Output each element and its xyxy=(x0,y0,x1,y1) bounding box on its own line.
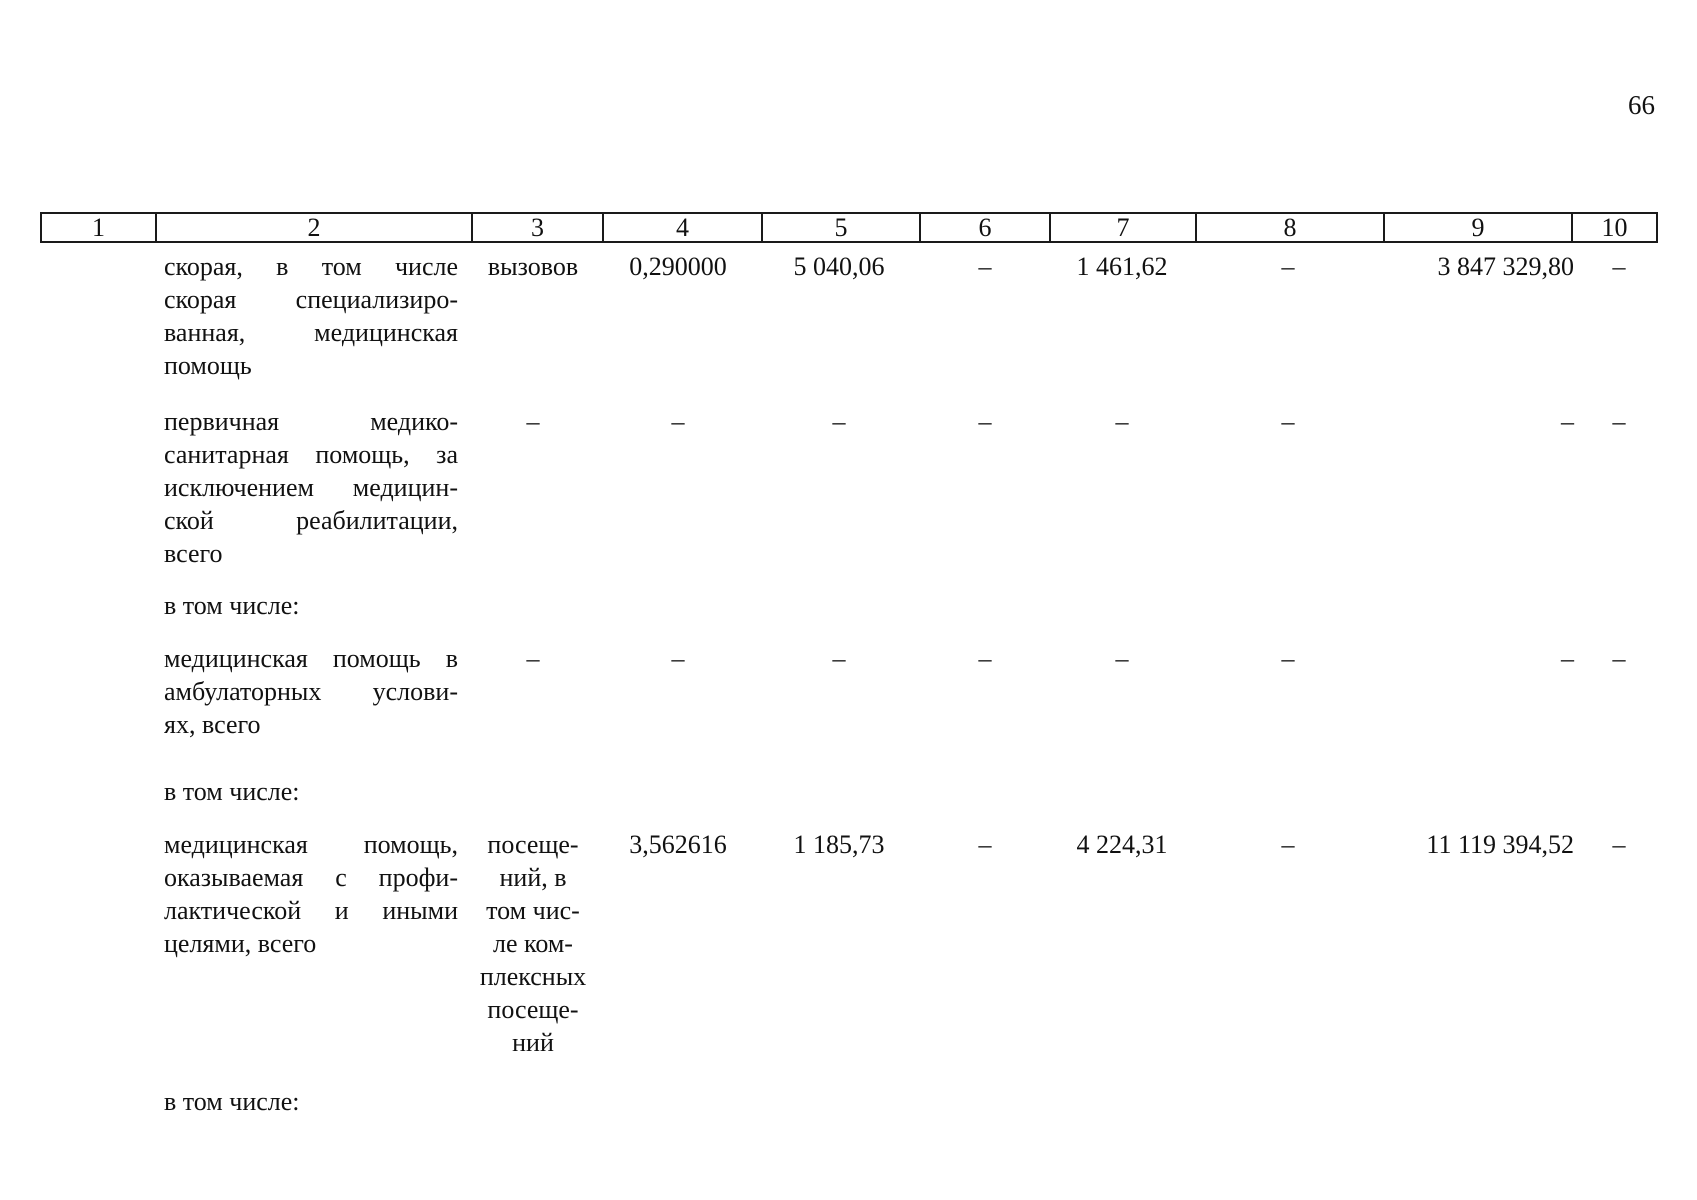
row-name-line: медицинская помощь в xyxy=(164,644,458,673)
row-unit-line: посеще- xyxy=(487,830,579,859)
row-value-col10: – xyxy=(1612,830,1626,859)
row-value-col8: – xyxy=(1281,407,1295,436)
row-unit xyxy=(474,250,592,283)
row-value-col7: – xyxy=(1115,644,1129,673)
header-cell-1: 1 xyxy=(40,212,157,243)
row-value-col10: – xyxy=(1612,252,1626,281)
row-unit xyxy=(474,642,592,675)
row-value-col6: – xyxy=(978,830,992,859)
row-unit-line: посеще- xyxy=(487,995,579,1024)
row-value-col4: – xyxy=(671,407,685,436)
header-cell-5: 5 xyxy=(761,212,921,243)
row-value-col4: – xyxy=(671,644,685,673)
page-number: 66 xyxy=(1628,90,1655,120)
row-unit-line: – xyxy=(526,407,540,436)
row-name-line: ванная, медицинская xyxy=(164,318,458,347)
row-value-col8: – xyxy=(1281,830,1295,859)
row-value-col10: – xyxy=(1612,407,1626,436)
row-name-line: амбулаторных услови- xyxy=(164,677,458,706)
row-unit-line: плексных xyxy=(479,962,587,991)
row-value-col4: 0,290000 xyxy=(629,252,727,281)
row-value-col7: 1 461,62 xyxy=(1076,252,1168,281)
row-name-line: лактической и иными xyxy=(164,896,458,925)
row-value-col9: – xyxy=(1561,644,1574,673)
row-name-line: санитарная помощь, за xyxy=(164,440,458,469)
row-value-col5: – xyxy=(832,407,846,436)
row-name-line: оказываемая с профи- xyxy=(164,863,458,892)
row-unit-line: ний xyxy=(512,1028,554,1057)
row-value-col8: – xyxy=(1281,252,1295,281)
row-name-line: первичная медико- xyxy=(164,407,458,436)
row-name xyxy=(164,250,458,382)
row-value-col5: 1 185,73 xyxy=(793,830,885,859)
subhead-including-2: в том числе: xyxy=(164,777,300,806)
header-cell-4: 4 xyxy=(602,212,763,243)
row-unit-line: вызовов xyxy=(487,252,579,281)
row-name-line: скорая, в том числе xyxy=(164,252,458,281)
subhead-including-3: в том числе: xyxy=(164,1087,300,1116)
row-value-col4: 3,562616 xyxy=(629,830,727,859)
row-unit-line: ле ком- xyxy=(493,929,573,958)
row-name-line: всего xyxy=(164,539,223,568)
row-value-col8: – xyxy=(1281,644,1295,673)
row-unit xyxy=(474,405,592,438)
row-unit-line: – xyxy=(526,644,540,673)
header-cell-6: 6 xyxy=(919,212,1051,243)
row-name xyxy=(164,642,458,741)
row-name-line: ях, всего xyxy=(164,710,261,739)
header-cell-9: 9 xyxy=(1383,212,1573,243)
row-value-col10: – xyxy=(1612,644,1626,673)
header-cell-3: 3 xyxy=(471,212,604,243)
row-unit xyxy=(474,828,592,1059)
row-name-line: помощь xyxy=(164,351,252,380)
row-name xyxy=(164,405,458,570)
header-cell-8: 8 xyxy=(1195,212,1385,243)
header-cell-2: 2 xyxy=(155,212,473,243)
row-value-col7: 4 224,31 xyxy=(1076,830,1168,859)
row-value-col9: 3 847 329,80 xyxy=(1437,252,1574,281)
row-name xyxy=(164,828,458,960)
header-cell-10: 10 xyxy=(1571,212,1658,243)
row-name-line: скорая специализиро- xyxy=(164,285,458,314)
row-value-col7: – xyxy=(1115,407,1129,436)
row-name-line: исключением медицин- xyxy=(164,473,458,502)
row-name-line: целями, всего xyxy=(164,929,317,958)
row-value-col9: – xyxy=(1561,407,1574,436)
row-value-col9: 11 119 394,52 xyxy=(1426,830,1574,859)
row-unit-line: том чис- xyxy=(486,896,580,925)
row-unit-line: ний, в xyxy=(499,863,567,892)
row-name-line: ской реабилитации, xyxy=(164,506,458,535)
row-value-col5: – xyxy=(832,644,846,673)
row-value-col6: – xyxy=(978,644,992,673)
header-cell-7: 7 xyxy=(1049,212,1197,243)
row-value-col6: – xyxy=(978,252,992,281)
row-value-col6: – xyxy=(978,407,992,436)
subhead-including-1: в том числе: xyxy=(164,591,300,620)
table-header-row xyxy=(40,212,1662,243)
row-name-line: медицинская помощь, xyxy=(164,830,458,859)
row-value-col5: 5 040,06 xyxy=(793,252,885,281)
